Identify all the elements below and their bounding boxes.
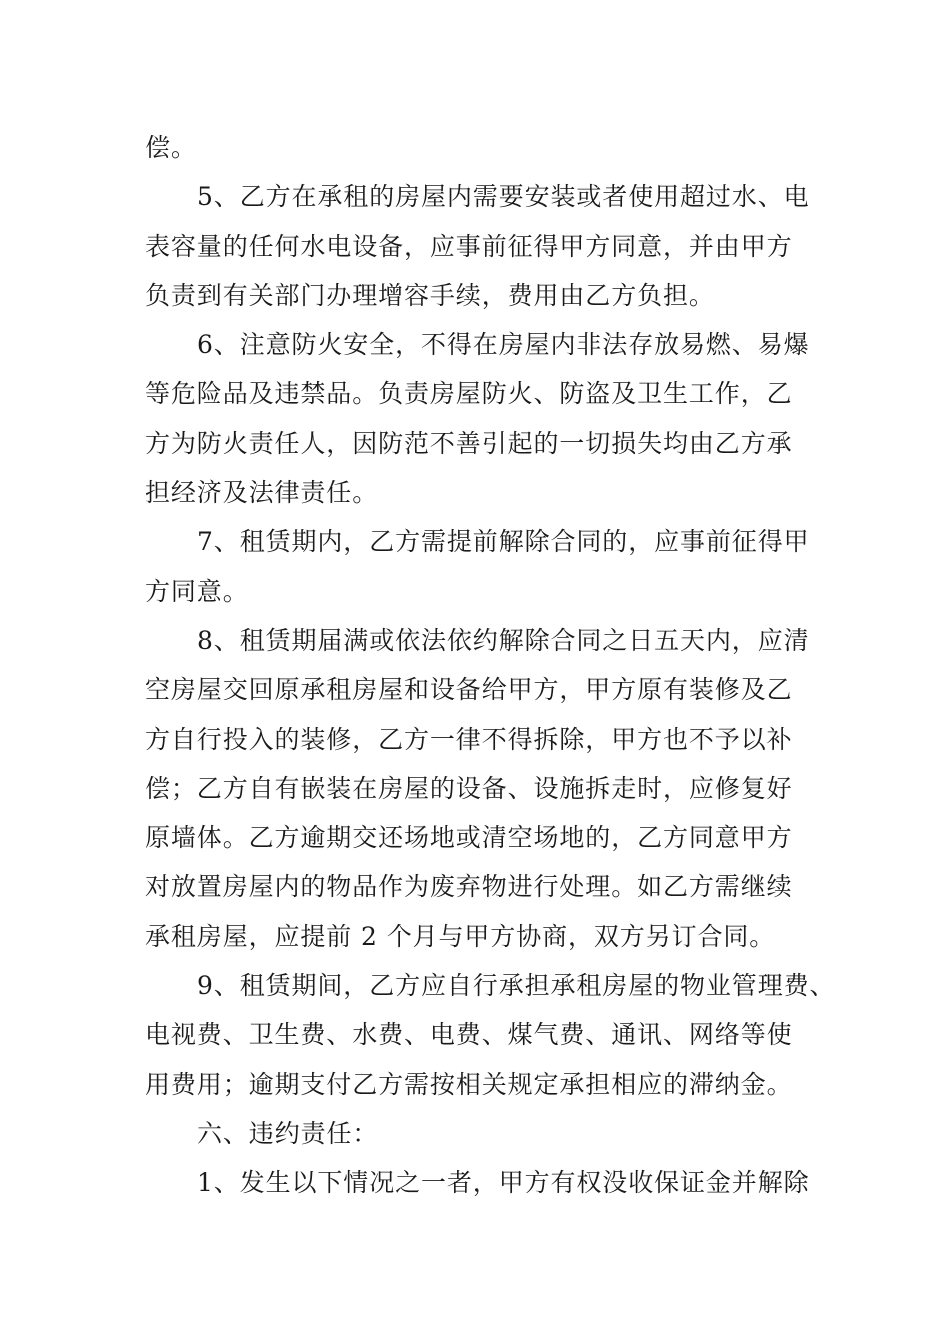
text-line: 等危险品及违禁品。负责房屋防火、防盗及卫生工作，乙: [145, 379, 793, 409]
text-line: 8、租赁期届满或依法依约解除合同之日五天内，应清: [197, 625, 810, 655]
text-line: 电视费、卫生费、水费、电费、煤气费、通讯、网络等使: [145, 1020, 793, 1050]
text-line: 5、乙方在承租的房屋内需要安装或者使用超过水、电: [197, 182, 810, 212]
text-line: 方自行投入的装修，乙方一律不得拆除，甲方也不予以补: [145, 724, 793, 754]
text-line: 用费用；逾期支付乙方需按相关规定承担相应的滞纳金。: [145, 1069, 793, 1099]
text-line: 空房屋交回原承租房屋和设备给甲方，甲方原有装修及乙: [145, 675, 793, 705]
text-line: 原墙体。乙方逾期交还场地或清空场地的，乙方同意甲方: [145, 823, 793, 853]
text-line: 负责到有关部门办理增容手续，费用由乙方负担。: [145, 280, 715, 310]
text-line: 偿；乙方自有嵌装在房屋的设备、设施拆走时，应修复好: [145, 773, 793, 803]
text-line: 担经济及法律责任。: [145, 478, 379, 508]
text-line: 对放置房屋内的物品作为废弃物进行处理。如乙方需继续: [145, 872, 793, 902]
text-line: 1、发生以下情况之一者，甲方有权没收保证金并解除: [197, 1168, 810, 1198]
text-line: 方为防火责任人，因防范不善引起的一切损失均由乙方承: [145, 428, 793, 458]
text-line: 7、租赁期内，乙方需提前解除合同的，应事前征得甲: [197, 527, 810, 557]
text-line: 方同意。: [145, 576, 249, 606]
section-heading: 六、违约责任：: [197, 1118, 379, 1148]
text-line: 9、租赁期间，乙方应自行承担承租房屋的物业管理费、: [197, 971, 836, 1001]
text-line: 表容量的任何水电设备，应事前征得甲方同意，并由甲方: [145, 231, 793, 261]
text-line: 承租房屋，应提前 2 个月与甲方协商，双方另订合同。: [145, 921, 776, 951]
text-line: 6、注意防火安全，不得在房屋内非法存放易燃、易爆: [197, 330, 810, 360]
document-body: [145, 123, 836, 1208]
text-line: 偿。: [145, 133, 197, 162]
